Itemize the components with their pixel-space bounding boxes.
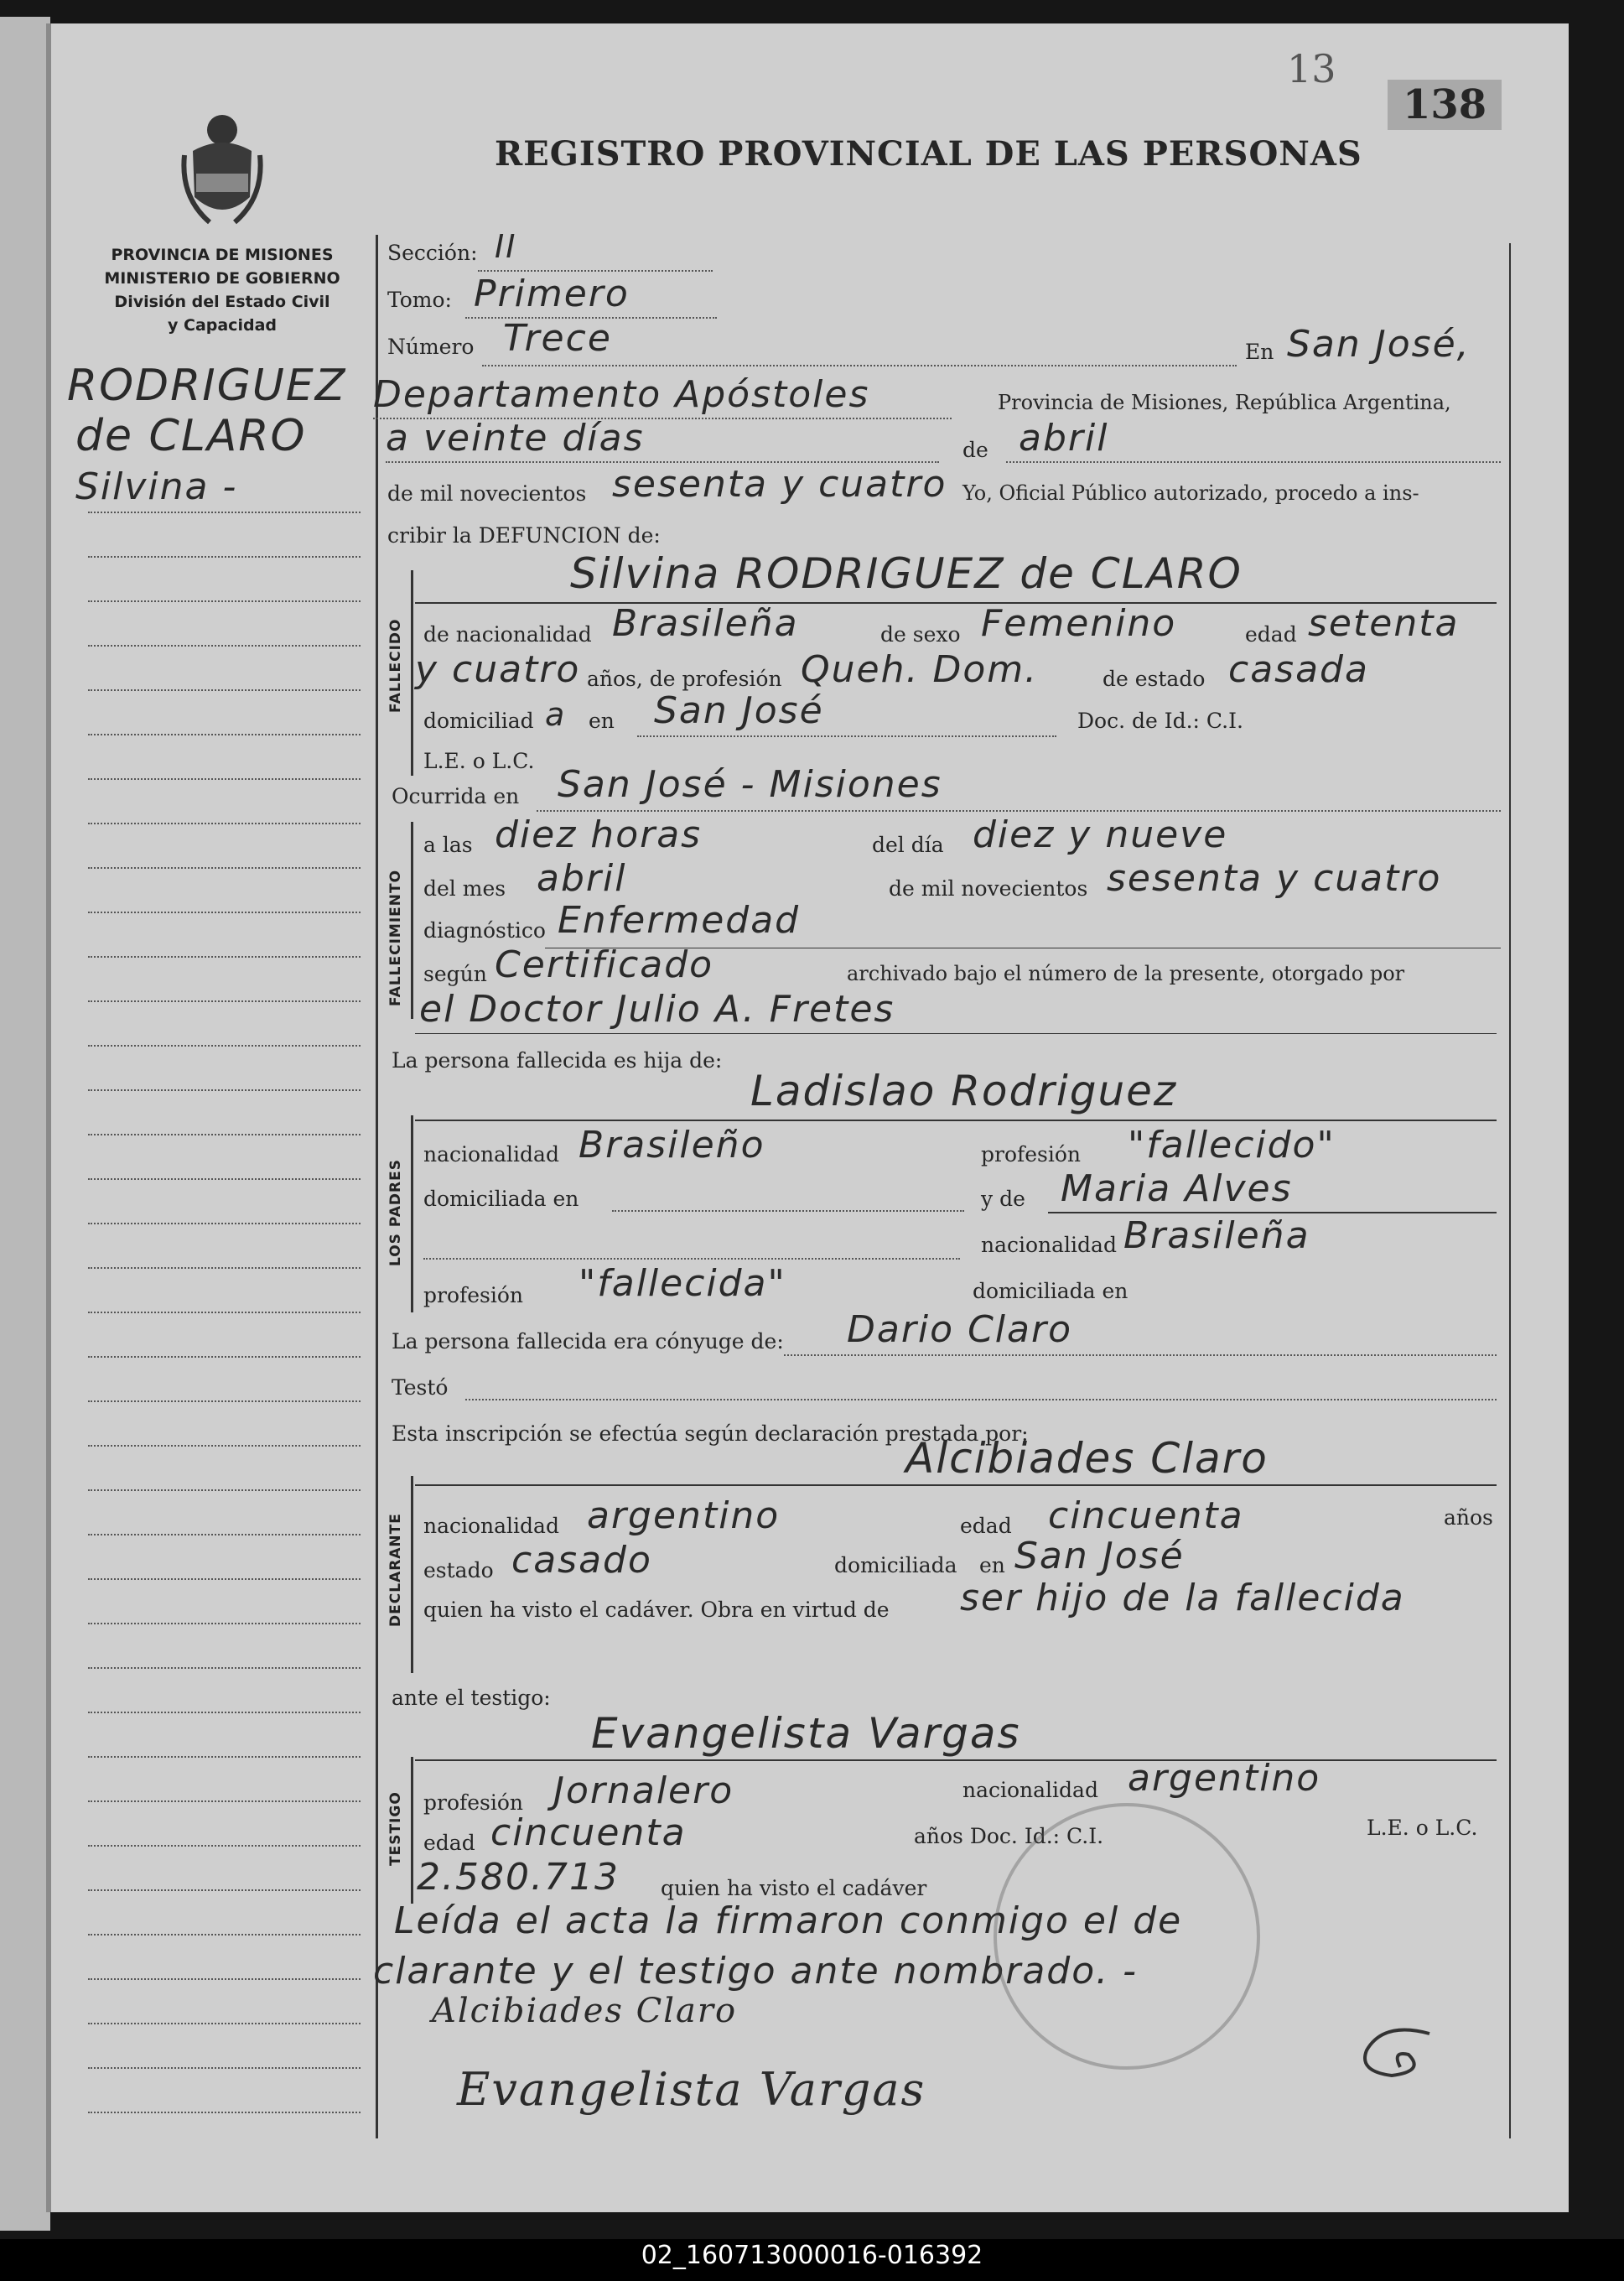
testigo-profesion: Jornalero: [553, 1769, 734, 1812]
declarante-estado: casado: [511, 1539, 652, 1582]
agency-line2: MINISTERIO DE GOBIERNO: [104, 269, 340, 288]
ocurrida-value: San José - Misiones: [558, 763, 942, 806]
padre-nombre: Ladislao Rodriguez: [750, 1067, 1178, 1115]
inscripcion-label: Esta inscripción se efectúa según declaración prestada por:: [392, 1421, 1029, 1446]
cierre-linea2: clarante y el testigo ante nombrado. -: [373, 1950, 1138, 1993]
anio-value: sesenta y cuatro: [612, 463, 947, 506]
margin-rule: [88, 512, 361, 513]
deldia-label: del día: [872, 833, 944, 857]
conyuge-label: La persona fallecida era cónyuge de:: [392, 1329, 784, 1354]
hora-value: diez horas: [495, 813, 703, 856]
diagnostico-label: diagnóstico: [423, 918, 546, 943]
margin-divider: [376, 235, 378, 2138]
medico-value: el Doctor Julio A. Fretes: [419, 988, 895, 1031]
margin-rule: [88, 1978, 361, 1980]
edad-label: edad: [1245, 622, 1297, 647]
domicilio-label: domiciliad: [423, 709, 534, 733]
numero-value: Trece: [503, 317, 612, 360]
le-label: L.E. o L.C.: [423, 749, 535, 773]
lugar-value: San José,: [1287, 323, 1471, 366]
margin-rule: [88, 2023, 361, 2024]
declarante-nacionalidad-label: nacionalidad: [423, 1514, 559, 1538]
seccion-value: II: [495, 228, 517, 265]
anios-profesion-label: años, de profesión: [587, 667, 782, 691]
ante-testigo-label: ante el testigo:: [392, 1686, 551, 1710]
inscribir-label: cribir la DEFUNCION de:: [387, 523, 661, 548]
margin-rule: [88, 1267, 361, 1269]
testigo-edad: cincuenta: [490, 1811, 687, 1854]
fallecido-nombre: Silvina RODRIGUEZ de CLARO: [570, 549, 1243, 598]
margin-rule: [88, 1623, 361, 1624]
fallecido-bracket: [411, 570, 413, 776]
margin-rule: [88, 1667, 361, 1669]
madre-profesion-label: profesión: [423, 1283, 524, 1307]
numero-label: Número: [387, 335, 475, 359]
archivado-label: archivado bajo el número de la presente, otorgado por: [847, 962, 1405, 985]
padre-nacionalidad-label: nacionalidad: [423, 1142, 559, 1166]
firma-testigo: Evangelista Vargas: [457, 2063, 926, 2116]
seccion-label: Sección:: [387, 241, 478, 265]
declarante-edad-label: edad: [960, 1514, 1012, 1538]
margin-rule: [88, 1756, 361, 1758]
mes-rule: [1006, 461, 1501, 463]
margin-rule: [88, 1845, 361, 1847]
margin-rule: [88, 1089, 361, 1091]
margin-rule: [88, 823, 361, 824]
conyuge-nombre: Dario Claro: [847, 1308, 1072, 1351]
margin-rule: [88, 1134, 361, 1135]
margin-rule: [88, 1578, 361, 1580]
segun-label: según: [423, 962, 487, 986]
margin-rule: [88, 1889, 361, 1891]
margin-rule: [88, 2112, 361, 2113]
hija-label: La persona fallecida es hija de:: [392, 1048, 723, 1073]
segun-value: Certificado: [495, 943, 714, 986]
agency-block: [80, 243, 365, 337]
register-title: REGISTRO PROVINCIAL DE LAS PERSONAS: [495, 134, 1362, 174]
declarante-estado-label: estado: [423, 1558, 494, 1582]
margin-rule: [88, 1800, 361, 1802]
margin-surname: RODRIGUEZ: [67, 361, 347, 411]
padre-nacionalidad: Brasileño: [579, 1124, 765, 1166]
domicilio-en-label: en: [589, 709, 615, 733]
margin-rule: [88, 556, 361, 558]
margin-rule: [88, 956, 361, 958]
testigo-visto-label: quien ha visto el cadáver: [661, 1876, 927, 1900]
edad-value-1: setenta: [1308, 602, 1460, 645]
padres-blank-rule: [423, 1258, 960, 1260]
mil-label-2: de mil novecientos: [889, 876, 1088, 901]
fallecimiento-bracket: [411, 822, 413, 1019]
padre-profesion-label: profesión: [981, 1142, 1082, 1166]
yo-label: Yo, Oficial Público autorizado, procedo a ins-: [962, 481, 1419, 505]
fallecido-nacionalidad: Brasileña: [612, 602, 799, 645]
agency-line4: y Capacidad: [168, 316, 277, 335]
margin-married-name: de CLARO: [75, 411, 307, 461]
margin-rule: [88, 689, 361, 691]
margin-rule: [88, 2067, 361, 2069]
fallecimiento-tag: FALLECIMIENTO: [387, 869, 404, 1006]
declarante-name-rule: [415, 1484, 1497, 1486]
madre-domicilio-label: domiciliada en: [973, 1279, 1128, 1303]
margin-rule: [88, 1178, 361, 1180]
tomo-label: Tomo:: [387, 288, 452, 312]
alas-label: a las: [423, 833, 473, 857]
en-label: En: [1245, 340, 1274, 364]
official-signature-icon: [1350, 2021, 1442, 2088]
margin-rule: [88, 1356, 361, 1358]
padres-bracket: [411, 1115, 413, 1312]
margin-rule: [88, 645, 361, 647]
mil-label: de mil novecientos: [387, 481, 587, 506]
de-label: de: [962, 438, 988, 462]
firma-declarante: Alcibiades Claro: [432, 1992, 738, 2030]
fallecido-profesion: Queh. Dom.: [801, 648, 1039, 691]
cierre-linea1: Leída el acta la firmaron conmigo el de: [394, 1899, 1183, 1942]
declarante-domicilio: San José: [1014, 1535, 1185, 1577]
mes-value: abril: [1019, 417, 1109, 460]
declarante-bracket: [411, 1476, 413, 1673]
sexo-value: Femenino: [981, 602, 1177, 645]
testigo-le-label: L.E. o L.C.: [1367, 1816, 1478, 1840]
margin-rule: [88, 1000, 361, 1002]
agency-line3: División del Estado Civil: [114, 293, 330, 311]
official-stamp-icon: [994, 1803, 1260, 2070]
testigo-tag: TESTIGO: [387, 1791, 404, 1866]
testigo-nombre: Evangelista Vargas: [591, 1709, 1021, 1758]
declarante-anios-label: años: [1444, 1505, 1493, 1530]
margin-rule: [88, 600, 361, 602]
margin-rule: [88, 1045, 361, 1047]
sexo-label: de sexo: [880, 622, 961, 647]
mes-value: abril: [537, 857, 627, 900]
testigo-edad-label: edad: [423, 1831, 475, 1855]
madre-rule: [1048, 1212, 1497, 1213]
anio-value-2: sesenta y cuatro: [1107, 857, 1442, 900]
national-coat-of-arms-icon: [176, 105, 268, 226]
page-number-boxed: 138: [1388, 80, 1502, 130]
departamento-value: Departamento Apóstoles: [373, 373, 870, 416]
margin-rule: [88, 1534, 361, 1535]
margin-rule: [88, 912, 361, 913]
ocurrida-label: Ocurrida en: [392, 784, 520, 808]
declarante-visto-label: quien ha visto el cadáver. Obra en virtud de: [423, 1598, 890, 1622]
estado-label: de estado: [1103, 667, 1206, 691]
declarante-nombre: Alcibiades Claro: [905, 1434, 1269, 1483]
scan-filename: 02_160713000016-016392: [641, 2241, 983, 2270]
doc-label: Doc. de Id.: C.I.: [1077, 709, 1243, 733]
testigo-doc-numero: 2.580.713: [417, 1856, 620, 1899]
dia-value: a veinte días: [386, 417, 645, 460]
margin-rule: [88, 1934, 361, 1935]
testigo-nacionalidad-label: nacionalidad: [962, 1778, 1098, 1802]
domicilio-rule: [637, 735, 1056, 737]
dia-value: diez y nueve: [973, 813, 1228, 856]
declarante-domiciliada-label: domiciliada: [834, 1553, 957, 1577]
testigo-profesion-label: profesión: [423, 1790, 524, 1815]
domicilio-value: San José: [654, 689, 824, 732]
margin-given-name: Silvina -: [75, 465, 238, 508]
tomo-value: Primero: [474, 273, 630, 315]
ocurrida-rule: [537, 810, 1501, 812]
medico-rule: [415, 1033, 1497, 1034]
delmes-label: del mes: [423, 876, 506, 901]
testigo-nacionalidad: argentino: [1128, 1757, 1321, 1800]
testigo-name-rule: [415, 1759, 1497, 1761]
testo-rule: [465, 1399, 1497, 1400]
page-number-top: 13: [1287, 46, 1336, 91]
right-border: [1509, 243, 1511, 2138]
margin-rule: [88, 734, 361, 735]
facing-page-edge: [0, 17, 50, 2231]
yde-label: y de: [981, 1187, 1025, 1211]
margin-rule: [88, 1312, 361, 1313]
margin-rule: [88, 1445, 361, 1447]
agency-line1: PROVINCIA DE MISIONES: [111, 246, 334, 264]
padre-profesion: "fallecido": [1128, 1124, 1336, 1166]
diagnostico-value: Enfermedad: [558, 899, 801, 942]
padre-rule: [415, 1120, 1497, 1121]
declarante-edad: cincuenta: [1048, 1494, 1244, 1537]
conyuge-rule: [784, 1354, 1497, 1356]
declarante-en-label: en: [979, 1553, 1005, 1577]
seccion-rule: [478, 270, 713, 272]
fallecido-nacionalidad-label: de nacionalidad: [423, 622, 592, 647]
madre-nombre: Maria Alves: [1061, 1167, 1293, 1210]
padre-domicilio-rule: [612, 1210, 964, 1212]
margin-rule: [88, 778, 361, 780]
margin-rule: [88, 1400, 361, 1402]
numero-rule: [482, 365, 1237, 366]
padres-tag: LOS PADRES: [387, 1159, 404, 1266]
domicilio-suffix: a: [545, 696, 567, 733]
madre-nacionalidad: Brasileña: [1123, 1214, 1310, 1257]
edad-value-2: y cuatro: [415, 648, 581, 691]
provincia-label: Provincia de Misiones, República Argentina,: [998, 391, 1451, 414]
margin-rule: [88, 867, 361, 869]
margin-rule: [88, 1712, 361, 1713]
madre-nacionalidad-label: nacionalidad: [981, 1233, 1117, 1257]
estado-value: casada: [1228, 648, 1369, 691]
declarante-tag: DECLARANTE: [387, 1513, 404, 1627]
testigo-anios-label: años Doc. Id.: C.I.: [914, 1824, 1104, 1848]
madre-profesion: "fallecida": [579, 1262, 786, 1305]
margin-rule: [88, 1489, 361, 1491]
declarante-vinculo: ser hijo de la fallecida: [960, 1577, 1405, 1619]
padre-domicilio-label: domiciliada en: [423, 1187, 579, 1211]
margin-rule: [88, 1223, 361, 1224]
testo-label: Testó: [392, 1375, 449, 1400]
declarante-nacionalidad: argentino: [587, 1494, 781, 1537]
fallecido-tag: FALLECIDO: [387, 618, 404, 713]
testigo-bracket: [411, 1757, 413, 1904]
